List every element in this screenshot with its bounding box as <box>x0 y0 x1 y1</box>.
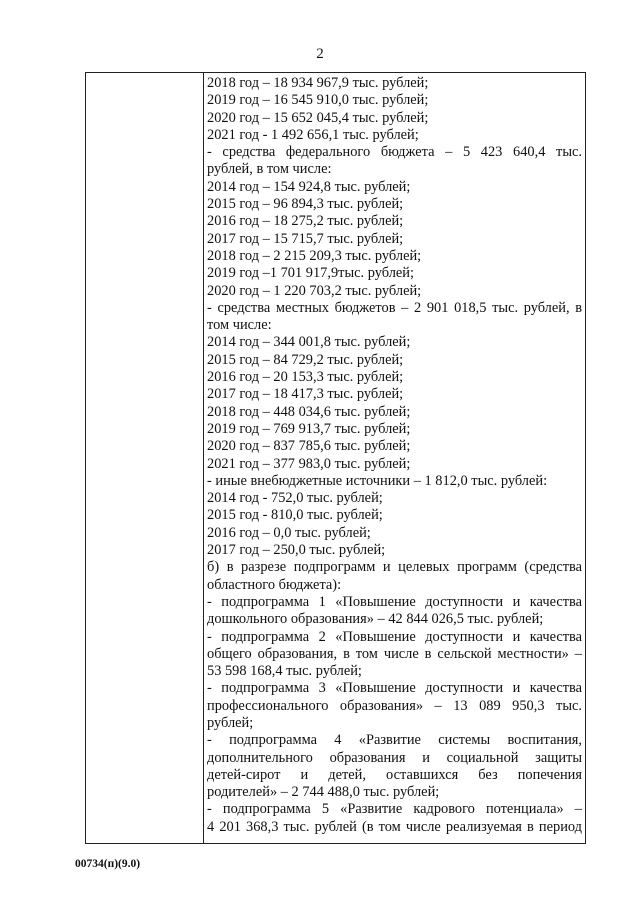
text-line: 2017 год – 250,0 тыс. рублей; <box>207 542 386 559</box>
text-line: 2016 год – 18 275,2 тыс. рублей; <box>207 213 404 230</box>
text-line: 53 598 168,4 тыс. рублей; <box>207 663 362 680</box>
text-line: дошкольного образования» – 42 844 026,5 тыс. рублей; <box>207 611 544 628</box>
text-line: 2014 год - 752,0 тыс. рублей; <box>207 490 383 507</box>
text-line: том числе: <box>207 317 272 334</box>
text-line: 2014 год – 344 001,8 тыс. рублей; <box>207 334 411 351</box>
text-line: - подпрограмма 1 «Повышение доступности и качества <box>207 593 582 610</box>
text-line: 2020 год – 1 220 703,2 тыс. рублей; <box>207 282 422 299</box>
text-line: 2018 год – 448 034,6 тыс. рублей; <box>207 403 411 420</box>
text-line: 2021 год - 1 492 656,1 тыс. рублей; <box>207 126 419 143</box>
text-line: 2018 год – 2 215 209,3 тыс. рублей; <box>207 247 422 264</box>
text-line: 2017 год – 18 417,3 тыс. рублей; <box>207 386 404 403</box>
document-table <box>85 72 586 844</box>
text-line: - подпрограмма 3 «Повышение доступности и качества <box>207 680 582 697</box>
text-line: дополнительного образования и социальной защиты <box>207 749 582 766</box>
text-line: 2015 год – 96 894,3 тыс. рублей; <box>207 196 404 213</box>
text-line: 2015 год – 84 729,2 тыс. рублей; <box>207 351 404 368</box>
text-line: 2020 год – 837 785,6 тыс. рублей; <box>207 438 411 455</box>
text-line: 2016 год – 0,0 тыс. рублей; <box>207 524 371 541</box>
text-line: 2015 год - 810,0 тыс. рублей; <box>207 507 383 524</box>
text-line: - подпрограмма 4 «Развитие системы воспитания, <box>207 732 582 749</box>
text-line: областного бюджета): <box>207 576 342 593</box>
text-line: 2019 год –1 701 917,9тыс. рублей; <box>207 265 414 282</box>
text-line: родителей» – 2 744 488,0 тыс. рублей; <box>207 784 440 801</box>
text-line: детей-сирот и детей, оставшихся без попечения <box>207 766 582 783</box>
text-line: 2018 год – 18 934 967,9 тыс. рублей; <box>207 75 429 91</box>
text-line: - иные внебюджетные источники – 1 812,0 тыс. рублей: <box>207 472 548 489</box>
text-line: рублей, в том числе: <box>207 161 332 178</box>
column-divider <box>203 73 204 843</box>
text-line: 4 201 368,3 тыс. рублей (в том числе реализуемая в период <box>207 818 582 835</box>
text-line: - средства местных бюджетов – 2 901 018,5 тыс. рублей, в <box>207 299 582 316</box>
text-line: 2014 год – 154 924,8 тыс. рублей; <box>207 178 411 195</box>
text-line: - подпрограмма 2 «Повышение доступности и качества <box>207 628 582 645</box>
text-line: - подпрограмма 5 «Развитие кадрового потенциала» – <box>207 801 582 818</box>
text-line: профессионального образования» – 13 089 950,3 тыс. <box>207 697 582 714</box>
text-line: 2019 год – 769 913,7 тыс. рублей; <box>207 420 411 437</box>
text-line: 2016 год – 20 153,3 тыс. рублей; <box>207 369 404 386</box>
text-line: 2021 год – 377 983,0 тыс. рублей; <box>207 455 411 472</box>
document-code: 00734(п)(9.0) <box>75 858 141 870</box>
text-line: общего образования, в том числе в сельской местности» – <box>207 645 582 662</box>
text-line: 2017 год – 15 715,7 тыс. рублей; <box>207 230 404 247</box>
table-cell-content <box>207 75 582 836</box>
text-line: б) в разрезе подпрограмм и целевых программ (средства <box>207 559 582 576</box>
text-line: 2019 год – 16 545 910,0 тыс. рублей; <box>207 92 429 109</box>
text-line: 2020 год – 15 652 045,4 тыс. рублей; <box>207 109 429 126</box>
page-number: 2 <box>316 46 324 62</box>
text-line: рублей; <box>207 714 254 731</box>
text-line: - средства федерального бюджета – 5 423 640,4 тыс. <box>207 144 582 161</box>
